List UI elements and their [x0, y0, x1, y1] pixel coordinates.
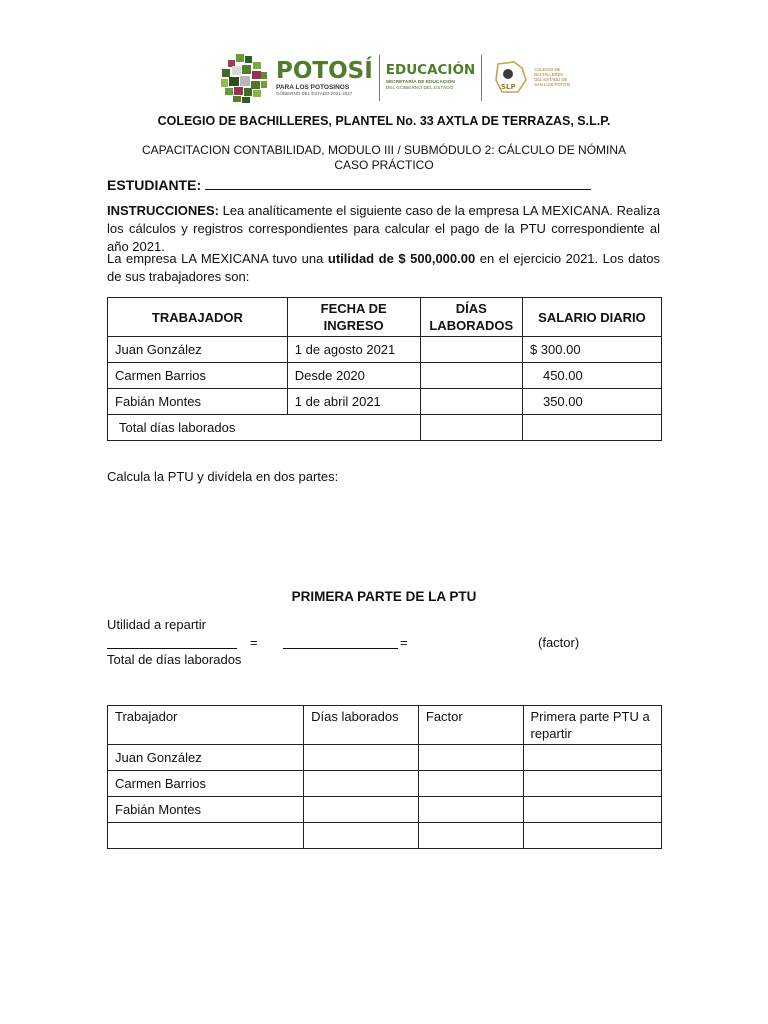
table-row — [108, 363, 662, 389]
header-fecha-ingreso: FECHA DE INGRESO — [287, 298, 420, 337]
factor-cell[interactable] — [418, 771, 523, 797]
education-wordmark: EDUCACIÓN — [385, 62, 476, 79]
days-cell[interactable] — [304, 771, 419, 797]
case-subtitle: CASO PRÁCTICO — [334, 158, 434, 172]
table-row — [108, 797, 662, 823]
table-row — [108, 745, 662, 771]
cobach-line-4: SAN LUIS POTOSÍ — [534, 81, 571, 87]
potosi-tagline: PARA LOS POTOSINOS — [276, 83, 350, 91]
days-cell[interactable] — [304, 797, 419, 823]
header-salario-diario: SALARIO DIARIO — [522, 298, 661, 337]
worker-name: Fabián Montes — [108, 797, 304, 823]
factor-cell[interactable] — [418, 797, 523, 823]
education-line-2: DEL GOBIERNO DEL ESTADO — [385, 85, 454, 91]
education-line-1: SECRETARÍA DE EDUCACIÓN — [385, 79, 455, 85]
header-factor: Factor — [418, 706, 523, 745]
ptu-cell[interactable] — [523, 797, 662, 823]
table-row — [108, 823, 662, 849]
case-text-b: en el ejercicio 2021. Los datos de sus trabajadores son: — [107, 251, 660, 284]
case-paragraph — [107, 250, 660, 286]
fraction-line — [107, 648, 237, 649]
case-profit: utilidad de $ 500,000.00 — [327, 251, 476, 266]
table-row — [108, 389, 662, 415]
worker-salary: $ 300.00 — [522, 337, 661, 363]
factor-label: (factor) — [538, 635, 580, 650]
section-title: PRIMERA PARTE DE LA PTU — [291, 589, 477, 604]
worker-salary: 350.00 — [522, 389, 661, 415]
total-days-cell[interactable] — [420, 415, 522, 441]
potosi-mosaic-logo-icon — [218, 52, 270, 104]
worker-start-date: Desde 2020 — [287, 363, 420, 389]
cobach-text — [534, 68, 570, 87]
worker-name: Fabián Montes — [108, 389, 288, 415]
school-title: COLEGIO DE BACHILLERES, PLANTEL No. 33 AXTLA DE TERRAZAS, S.L.P. — [157, 114, 611, 128]
fraction-numerator: Utilidad a repartir — [107, 617, 206, 632]
worker-days-cell[interactable] — [420, 337, 522, 363]
logo-divider — [379, 55, 380, 101]
instructions-label: INSTRUCCIONES: — [107, 203, 219, 218]
module-subtitle: CAPACITACION CONTABILIDAD, MODULO III / SUBMÓDULO 2: CÁLCULO DE NÓMINA — [141, 143, 627, 157]
equals-sign-2: = — [400, 635, 408, 650]
cobach-line-1: COLEGIO DE — [534, 67, 561, 73]
cobach-brand — [492, 58, 570, 98]
header-primera-parte: Primera parte PTU a repartir — [523, 706, 662, 745]
potosi-government: GOBIERNO DEL ESTADO 2021-2027 — [276, 91, 353, 96]
table-row — [108, 771, 662, 797]
worker-name: Juan González — [108, 337, 288, 363]
days-cell[interactable] — [304, 823, 419, 849]
ptu-cell[interactable] — [523, 745, 662, 771]
potosi-brand — [276, 57, 373, 97]
cobach-abbr: SLP — [501, 83, 516, 91]
workers-header-row — [108, 298, 662, 337]
calc-instruction: Calcula la PTU y divídela en dos partes: — [107, 469, 339, 484]
total-salary-cell[interactable] — [522, 415, 661, 441]
cobach-line-2: BACHILLERES — [534, 72, 564, 78]
answer-blank[interactable] — [283, 648, 398, 649]
student-label: ESTUDIANTE: — [107, 177, 202, 193]
header-dias-laborados: Días laborados — [304, 706, 419, 745]
ptu-cell[interactable] — [523, 771, 662, 797]
worker-days-cell[interactable] — [420, 389, 522, 415]
instructions-paragraph — [107, 202, 660, 256]
cobach-line-3: DEL ESTADO DE — [534, 77, 568, 82]
instructions-text: Lea analíticamente el siguiente caso de la empresa LA MEXICANA. Realiza los cálculos y registros correspondientes para calcular el pago de la PTU correspondiente al año 2021. — [107, 203, 660, 254]
worker-salary: 450.00 — [522, 363, 661, 389]
header-logos — [218, 50, 570, 106]
education-brand — [386, 64, 475, 91]
header-trabajador: TRABAJADOR — [108, 298, 288, 337]
total-days-label: Total días laborados — [108, 415, 421, 441]
worker-name: Carmen Barrios — [108, 363, 288, 389]
equals-sign: = — [250, 635, 258, 650]
worker-days-cell[interactable] — [420, 363, 522, 389]
empty-name-cell[interactable] — [108, 823, 304, 849]
workers-table — [107, 297, 662, 441]
table-row — [108, 337, 662, 363]
fraction-denominator: Total de días laborados — [107, 652, 242, 667]
worker-name: Juan González — [108, 745, 304, 771]
header-dias-laborados: DÍAS LABORADOS — [420, 298, 522, 337]
student-name-blank[interactable] — [205, 176, 591, 190]
cobach-emblem-icon — [492, 58, 532, 98]
factor-cell[interactable] — [418, 823, 523, 849]
ptu-table — [107, 705, 662, 849]
logo-divider-2 — [481, 55, 482, 101]
ptu-header-row — [108, 706, 662, 745]
header-trabajador: Trabajador — [108, 706, 304, 745]
worker-name: Carmen Barrios — [108, 771, 304, 797]
potosi-wordmark: POTOSÍ — [276, 57, 373, 84]
worker-start-date: 1 de agosto 2021 — [287, 337, 420, 363]
factor-cell[interactable] — [418, 745, 523, 771]
days-cell[interactable] — [304, 745, 419, 771]
worker-start-date: 1 de abril 2021 — [287, 389, 420, 415]
total-row — [108, 415, 662, 441]
ptu-cell[interactable] — [523, 823, 662, 849]
student-field — [107, 176, 591, 193]
case-text-a: La empresa LA MEXICANA tuvo una — [107, 251, 328, 266]
